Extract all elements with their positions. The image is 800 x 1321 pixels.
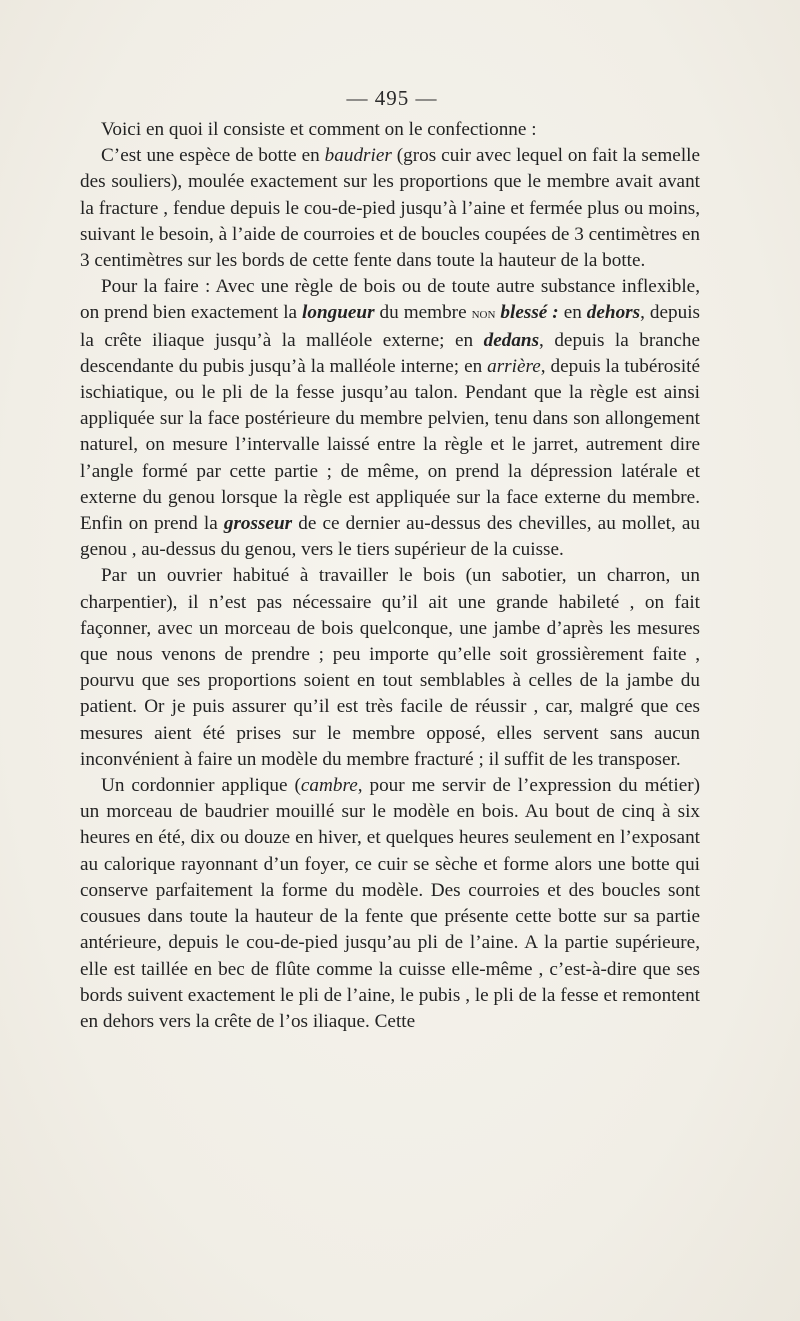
text-run: Un cordonnier applique ( bbox=[101, 775, 301, 797]
text-run: de ce dernier au-dessus des chevilles, au mollet, au genou , au-dessus du genou, vers le tiers supérieur de la cuisse. bbox=[80, 513, 700, 561]
text-run: (gros cuir avec lequel on fait la semelle des souliers), moulée exactement sur les proportions que le membre avait avant la fracture , fendue depuis le cou-de-pied jusqu’à l’aine et fermée plus ou moins, suivant le besoin, à l’aide de courroies et de boucles coupées de 3 centimètres en 3 centimètres sur les bords de cette fente dans toute la hauteur de la botte. bbox=[80, 145, 700, 272]
text-run: , pour me servir de l’expression du métier) un morceau de baudrier mouillé sur le modèle en bois. Au bout de cinq à six heures en été, dix ou douze en hiver, et quelques heures seulement en l’exposant au calorique rayonnant d’un foyer, ce cuir se sèche et forme alors une botte qui conserve parfaitement la forme du modèle. Des courroies et des boucles sont cousues dans toute la hauteur de la fente que présente cette botte sur sa partie antérieure, depuis le cou-de-pied jusqu’au pli de l’aine. A la partie supérieure, elle est taillée en bec de flûte comme la cuisse elle-même , c’est-à-dire que ses bords suivent exactement le pli de l’aine, le pubis , le pli de la fesse et remontent en dehors vers la crête de l’os iliaque. Cette bbox=[80, 775, 700, 1032]
paragraph bbox=[80, 563, 700, 773]
paragraph bbox=[80, 773, 700, 1035]
text-run: , depuis la crête iliaque jusqu’à la malléole externe; en bbox=[80, 302, 700, 351]
text-run: C’est une espèce de botte en bbox=[101, 145, 325, 167]
text-run: , depuis la tubérosité ischiatique, ou le pli de la fesse jusqu’au talon. Pendant que la règle est ainsi appliquée sur la face postérieure du membre pelvien, tenu dans son allongement naturel, on mesure l’intervalle laissé entre la règle et le jarret, autrement dire l’angle formé par cette partie ; de même, on prend la dépression latérale et externe du genou lorsque la règle est appliquée sur la face externe du membre. Enfin on prend la bbox=[80, 355, 700, 535]
body-text bbox=[80, 117, 700, 1035]
emphasis-text: cambre bbox=[300, 775, 358, 797]
paragraph bbox=[80, 274, 700, 563]
text-run: Pour la faire : Avec une règle de bois ou de toute autre substance inflexible, on prend bien exactement la bbox=[80, 276, 700, 324]
emphasis-text: dedans bbox=[483, 329, 540, 351]
text-run: , depuis la branche descendante du pubis jusqu’à la malléole interne; en bbox=[80, 329, 700, 377]
text-run: Voici en quoi il consiste et comment on le confectionne : bbox=[101, 119, 537, 140]
paragraph bbox=[80, 117, 700, 143]
emphasis-text: arrière bbox=[487, 355, 541, 377]
emphasis-text: blessé : bbox=[500, 302, 559, 324]
emphasis-text: grosseur bbox=[223, 513, 293, 535]
page-number: — 495 — bbox=[346, 86, 438, 110]
text-run: Par un ouvrier habitué à travailler le bois (un sabotier, un charron, un charpentier), il n’est pas nécessaire qu’il ait une grande habileté , on fait façonner, avec un morceau de bois quelconque, une jambe d’après les mesures que nous venons de prendre ; peu importe qu’elle soit grossièrement faite , pourvu que ses proportions soient en tout semblables à celles de la jambe du patient. Or je puis assurer qu’il est très facile de réussir , car, malgré que ces mesures aient été prises sur le membre opposé, elles servent sans aucun inconvénient à faire un modèle du membre fracturé ; il suffit de les transposer. bbox=[80, 565, 700, 770]
text-run: en bbox=[558, 302, 587, 324]
emphasis-text: baudrier bbox=[324, 145, 392, 167]
emphasis-text: longueur bbox=[302, 302, 375, 324]
emphasis-text: dehors bbox=[586, 302, 641, 324]
emphasis-text: non bbox=[471, 305, 496, 323]
text-run: du membre bbox=[374, 302, 472, 324]
paragraph bbox=[80, 143, 700, 274]
